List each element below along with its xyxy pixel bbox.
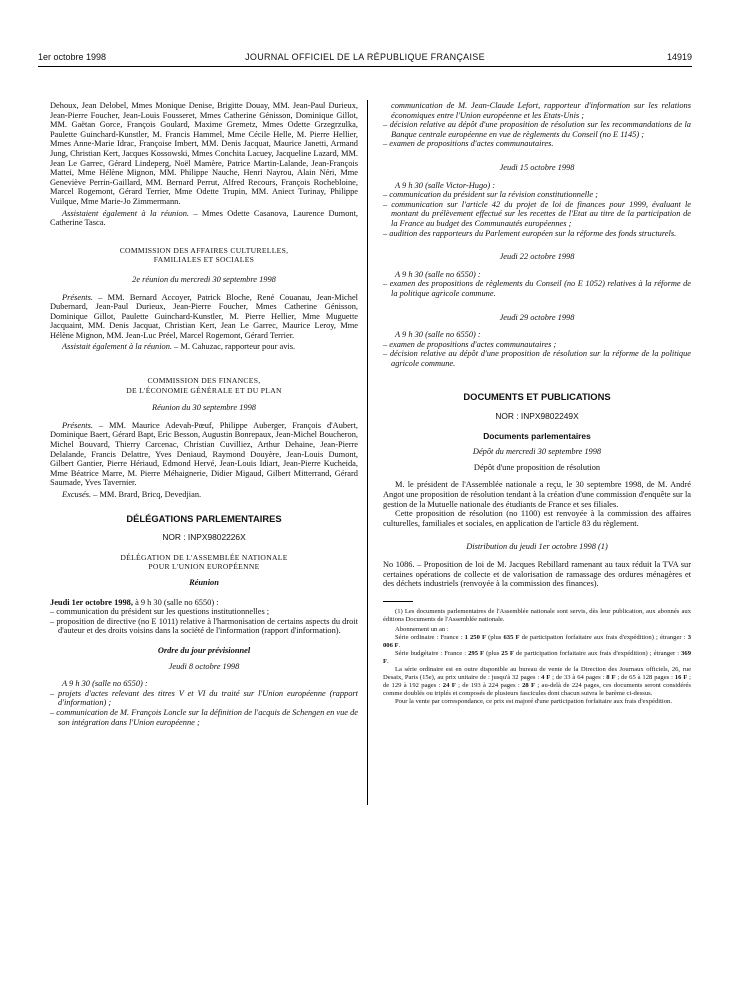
present-members: Présents. – MM. Maurice Adevah-Pœuf, Philippe Auberger, François d'Aubert, Dominique Baert, Gérard Bapt, Eric Besson, Augustin Bonrepaux, Jean-Michel Boucheron, Michel Bouvard, Thierry Carcenac, Christian Cuvilliez, Arthur Dehaine, Jean-Pierre Delalande, Francis Delattre, Yves Deniaud, Raymond Douyère, Jean-Louis Dumont, Gilbert Gantier, Pierre Hériaud, Edmond Hervé, Jean-Louis Idiart, Jean-Pierre Kucheida, Mme Béatrice Marre, M. Pierre Méhaignerie, Didier Migaud, Gilbert Mitterrand, Gérard Saumade, Yves Tavernier. [50,420,358,488]
section-title: DOCUMENTS ET PUBLICATIONS [463,391,611,403]
agenda-time: A 9 h 30 (salle no 6550) : [62,679,148,689]
right-column [383,101,691,706]
left-column [50,101,358,727]
nor-reference: NOR : INPX9802249X [495,411,579,422]
delegation-title-line2: POUR L'UNION EUROPÉENNE [148,562,260,572]
commission-title-line2: DE L'ÉCONOMIE GÉNÉRALE ET DU PLAN [126,385,282,395]
agenda-time: A 9 h 30 (salle no 6550) : [395,330,481,340]
footnote-mail-order: Pour la vente par correspondance, ce prix est majoré d'une participation forfaitaire aux frais d'expédition. [395,697,673,705]
commission-title: COMMISSION DES FINANCES, [147,376,261,386]
present-members: Présents. – MM. Bernard Accoyer, Patrick Bloche, René Couanau, Jean-Michel Dubernard, Jean-Paul Durieux, Jean-Pierre Foucher, Mmes Catherine Génisson, Dominique Gillot, Paulette Guinchard-Kunstler, M. Pierre Hellier, Mme Muguette Jacquaint, MM. Denis Jacquat, Christian Kert, Jean Le Garrec, Maurice Leroy, Mme Hélène Mignon, MM. Jean-Luc Préel, Marcel Rogemont, Gérard Terrier. [50,292,358,340]
deposit-paragraph: M. le président de l'Assemblée nationale a reçu, le 30 septembre 1998, de M. André Angot une proposition de résolution tendant à la création d'une commission d'enquête sur la gestion de la Mutuelle nationale des étudiants de France et ses filiales. [383,480,691,509]
agenda-item: – communication du président sur les questions institutionnelles ; [50,607,270,617]
deposit-subtitle: Dépôt d'une proposition de résolution [473,462,601,472]
attendance-note: Assistaient également à la réunion. – Mmes Odette Casanova, Laurence Dumont, Catherine Tasca. [50,208,358,228]
attendance-note: Assistait également à la réunion. – M. Cahuzac, rapporteur pour avis. [62,342,296,352]
footnote: (1) Les documents parlementaires de l'Assemblée nationale sont servis, dès leur publication, aux abonnés aux éditions Documents de l'Assemblée nationale. [383,607,691,623]
page-header [38,52,692,66]
agenda-item: – examen des propositions de règlements du Conseil (no E 1052) relatives à la réforme de la politique agricole commune. [383,279,691,298]
footnote-ordinary-series: Série ordinaire : France : 1 250 F (plus 635 F de participation forfaitaire aux frais d'expédition) ; étranger : 3 006 F. [383,633,691,649]
agenda-item: communication de M. Jean-Claude Lefort, rapporteur d'information sur les relations économiques entre l'Union européenne et les Etats-Unis ; [391,101,691,120]
meeting-heading: Réunion [189,577,219,587]
header-date: 1er octobre 1998 [38,52,107,62]
meeting-subtitle: 2e réunion du mercredi 30 septembre 1998 [132,274,276,284]
deposit-paragraph: Cette proposition de résolution (no 1100) est renvoyée à la commission des affaires culturelles, familiales et sociales, en application de l'article 83 du règlement. [383,509,691,528]
header-rule [38,66,692,67]
column-divider [367,100,368,805]
agenda-item: – examen de propositions d'actes communautaires. [383,139,554,149]
excused-members: Excusés. – MM. Brard, Bricq, Devedjian. [62,490,202,499]
agenda-time: A 9 h 30 (salle no 6550) : [395,269,481,279]
agenda-item: – communication sur l'article 42 du projet de loi de finances pour 1999, évaluant le montant du prélèvement effectué sur les recettes de l'Etat au titre de la participation de la France au budget des Communautés européennes ; [383,199,691,228]
page-number: 14919 [666,52,692,62]
deposit-date: Dépôt du mercredi 30 septembre 1998 [472,447,602,457]
agenda-item: – communication du président sur la révision constitutionnelle ; [383,190,598,200]
commission-title: COMMISSION DES AFFAIRES CULTURELLES, [119,245,289,255]
agenda-date: Jeudi 22 octobre 1998 [499,252,575,262]
meeting-subtitle: Réunion du 30 septembre 1998 [152,403,256,413]
subsection-title: Documents parlementaires [483,430,591,441]
journal-title: JOURNAL OFFICIEL DE LA RÉPUBLIQUE FRANÇAISE [245,52,485,62]
footnote-budget-series: Série budgétaire : France : 295 F (plus 25 F de participation forfaitaire aux frais d'expédition) ; étranger : 369 F. [383,649,691,665]
distribution-date: Distribution du jeudi 1er octobre 1998 (1) [466,542,608,552]
footnote-subscription: Abonnement un an : [395,625,449,633]
agenda-heading: Ordre du jour prévisionnel [157,645,251,655]
footnote-sales: La série ordinaire est en outre disponible au bureau de vente de la Direction des Journaux officiels, 26, rue Desaix, Paris (15e), au prix unitaire de : jusqu'à 32 pages : 4 F ; de 33 à 64 pages : 8 F ; de 65 à 128 pages : 16 F ; de 129 à 192 pages : 24 F ; de 193 à 224 pages : 28 F ; au-delà de 224 pages, ces documents seront considérés comme doublés ou triplés et composés de plusieurs fascicules dont chacun suivra le barème ci-dessus. [383,665,691,697]
agenda-date: Jeudi 15 octobre 1998 [499,162,575,172]
agenda-item: – examen de propositions d'actes communautaires ; [383,339,557,349]
agenda-item: – décision relative au dépôt d'une proposition de résolution sur les recommandations de la Banque centrale européenne en vue de règlements du Conseil (no E 1145) ; [383,120,691,139]
document-entry: No 1086. – Proposition de loi de M. Jacques Rebillard ramenant au taux réduit la TVA sur certaines opérations de collecte et de valorisation de ramassage des ordures ménagères et des déchets industriels (renvoyée à la commission des finances). [383,560,691,589]
agenda-item: – communication de M. François Loncle sur la définition de l'acquis de Schengen en vue de son intégration dans l'Union européenne ; [50,707,358,727]
agenda-item: – décision relative au dépôt d'une proposition de résolution sur la réforme de la politique agricole commune. [383,349,691,368]
agenda-date: Jeudi 29 octobre 1998 [499,312,575,322]
members-list: Dehoux, Jean Delobel, Mmes Monique Denise, Brigitte Douay, MM. Jean-Paul Durieux, Jean-Pierre Foucher, Jean-Louis Fousseret, Mmes Catherine Génisson, Dominique Gillot, MM. Gaëtan Gorce, François Goulard, Maxime Gremetz, Mmes Odette Grzegrzulka, Paulette Guinchard-Kunstler, M. Francis Hammel, Mme Cécile Helle, M. Pierre Hellier, Mmes Anne-Marie Idrac, Françoise Imbert, MM. Denis Jacquat, Maurice Janetti, Armand Jung, Christian Kert, Jacques Kossowski, Mmes Conchita Lacuey, Jacqueline Lazard, MM. Jean Le Garrec, Gérard Lindeperg, Noël Mamère, Patrice Martin-Lalande, Jean-François Mattei, Mme Hélène Mignon, MM. Philippe Nauche, Henri Nayrou, Alain Néri, Mme Geneviève Perrin-Gaillard, MM. Bernard Perrut, Alfred Recours, François Rochebloine, Marcel Rogemont, Gérard Terrier, Mme Odette Trupin, MM. Aniect Turinay, Philippe Vuilque, Mme Marie-Jo Zimmermann. [50,101,358,206]
agenda-item: – proposition de directive (no E 1011) relative à l'harmonisation de certains aspects du droit d'auteur et des droits voisins dans la société de l'information (rapport d'information). [50,616,358,636]
agenda-time: A 9 h 30 (salle Victor-Hugo) : [395,180,496,190]
footnote-separator [383,601,413,602]
agenda-date: Jeudi 8 octobre 1998 [168,661,240,671]
commission-title-line2: FAMILIALES ET SOCIALES [153,255,255,265]
delegation-title: DÉLÉGATION DE L'ASSEMBLÉE NATIONALE [120,552,288,562]
agenda-item: – projets d'actes relevant des titres V et VI du traité sur l'Union européenne (rapport d'information) ; [50,688,358,708]
nor-reference: NOR : INPX9802226X [162,532,246,543]
agenda-item: – audition des rapporteurs du Parlement européen sur la réforme des fonds structurels. [383,228,677,238]
meeting-date: Jeudi 1er octobre 1998, à 9 h 30 (salle no 6550) : [50,597,219,607]
section-title: DÉLÉGATIONS PARLEMENTAIRES [126,512,282,524]
